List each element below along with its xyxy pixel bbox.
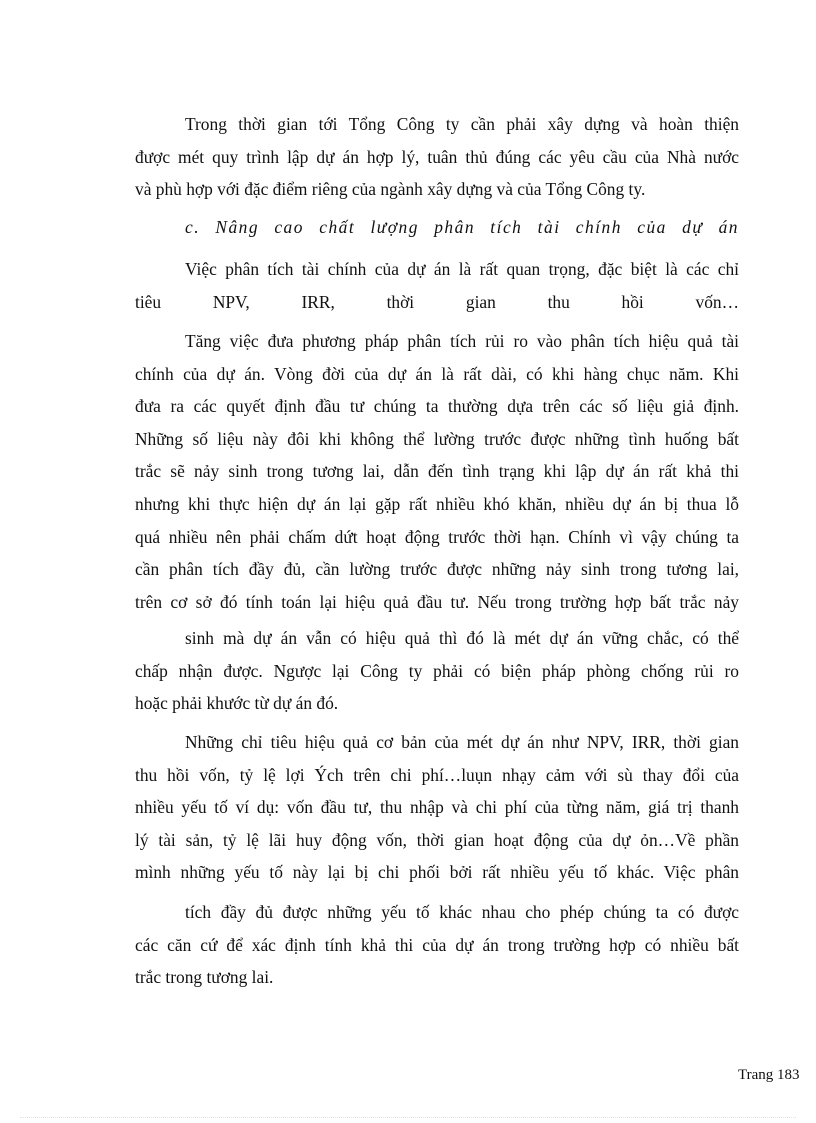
paragraph-2 xyxy=(135,211,739,244)
text-line: trắc trong tương lai. xyxy=(135,967,274,988)
text-line: quá nhiều nên phải chấm dứt hoạt động trước thời hạn. Chính vì vậy chúng ta xyxy=(135,526,739,547)
text-line: thu hồi vốn, tỷ lệ lợi Ých trên chi phí…luụn nhạy cảm với sù thay đổi của xyxy=(135,764,739,785)
paragraph-6 xyxy=(135,726,739,889)
text-line: chấp nhận được. Ngược lại Công ty phải có biện pháp phòng chống rủi ro xyxy=(135,660,739,681)
text-line: mình những yếu tố này lại bị chi phối bởi rất nhiều yếu tố khác. Việc phân xyxy=(135,862,739,883)
text-line: nhưng khi thực hiện dự án lại gặp rất nhiều khó khăn, nhiều dự án bị thua lỗ xyxy=(135,493,739,514)
text-line: trên cơ sở đó tính toán lại hiệu quả đầu tư. Nếu trong trường hợp bất trắc nảy xyxy=(135,591,739,612)
text-line: trắc sẽ nảy sinh trong tương lai, dẫn đến tình trạng khi lập dự án rất khả thi xyxy=(135,461,739,482)
text-line: Những chỉ tiêu hiệu quả cơ bản của mét dự án như NPV, IRR, thời gian xyxy=(185,732,739,752)
text-line: hoặc phải khước từ dự án đó. xyxy=(135,693,339,714)
page-number: Trang 183 xyxy=(738,1067,800,1083)
text-line: nhiều yếu tố ví dụ: vốn đầu tư, thu nhập và chi phí của từng năm, giá trị thanh xyxy=(135,797,739,818)
text-line: lý tài sản, tỷ lệ lãi huy động vốn, thời gian hoạt động của dự ỏn…Về phần xyxy=(135,829,739,850)
text-line: và phù hợp với đặc điểm riêng của ngành xây dựng và của Tổng Công ty. xyxy=(135,179,646,200)
text-line: Trong thời gian tới Tổng Công ty cần phải xây dựng và hoàn thiện xyxy=(185,114,739,134)
paragraph-4 xyxy=(135,325,739,618)
text-line: Những số liệu này đôi khi không thể lường trước được những tình huống bất xyxy=(135,428,739,449)
paragraph-1 xyxy=(135,108,739,206)
text-line: được mét quy trình lập dự án hợp lý, tuân thủ đúng các yêu cầu của Nhà nước xyxy=(135,146,739,167)
text-line: tích đầy đủ được những yếu tố khác nhau cho phép chúng ta có được xyxy=(185,902,739,922)
text-line: sinh mà dự án vẫn có hiệu quả thì đó là mét dự án vững chắc, có thể xyxy=(185,628,739,648)
bottom-rule xyxy=(20,1117,796,1118)
paragraph-3 xyxy=(135,253,739,318)
paragraph-5 xyxy=(135,622,739,720)
text-line: đưa ra các quyết định đầu tư chúng ta thường dựa trên các số liệu giả định. xyxy=(135,396,739,417)
text-line: Tăng việc đưa phương pháp phân tích rủi ro vào phân tích hiệu quả tài xyxy=(185,331,739,351)
paragraph-7 xyxy=(135,896,739,994)
text-line: các căn cứ để xác định tính khả thi của dự án trong trường hợp có nhiều bất xyxy=(135,934,739,955)
text-line: chính của dự án. Vòng đời của dự án là rất dài, có khi hàng chục năm. Khi xyxy=(135,363,739,384)
text-line: Việc phân tích tài chính của dự án là rất quan trọng, đặc biệt là các chỉ xyxy=(185,259,739,279)
text-line: cần phân tích đầy đủ, cần lường trước được những nảy sinh trong tương lai, xyxy=(135,559,739,580)
text-line: tiêu NPV, IRR, thời gian thu hồi vốn… xyxy=(135,291,739,312)
text-line: c. Nâng cao chất lượng phân tích tài chính của dự án xyxy=(185,217,739,237)
